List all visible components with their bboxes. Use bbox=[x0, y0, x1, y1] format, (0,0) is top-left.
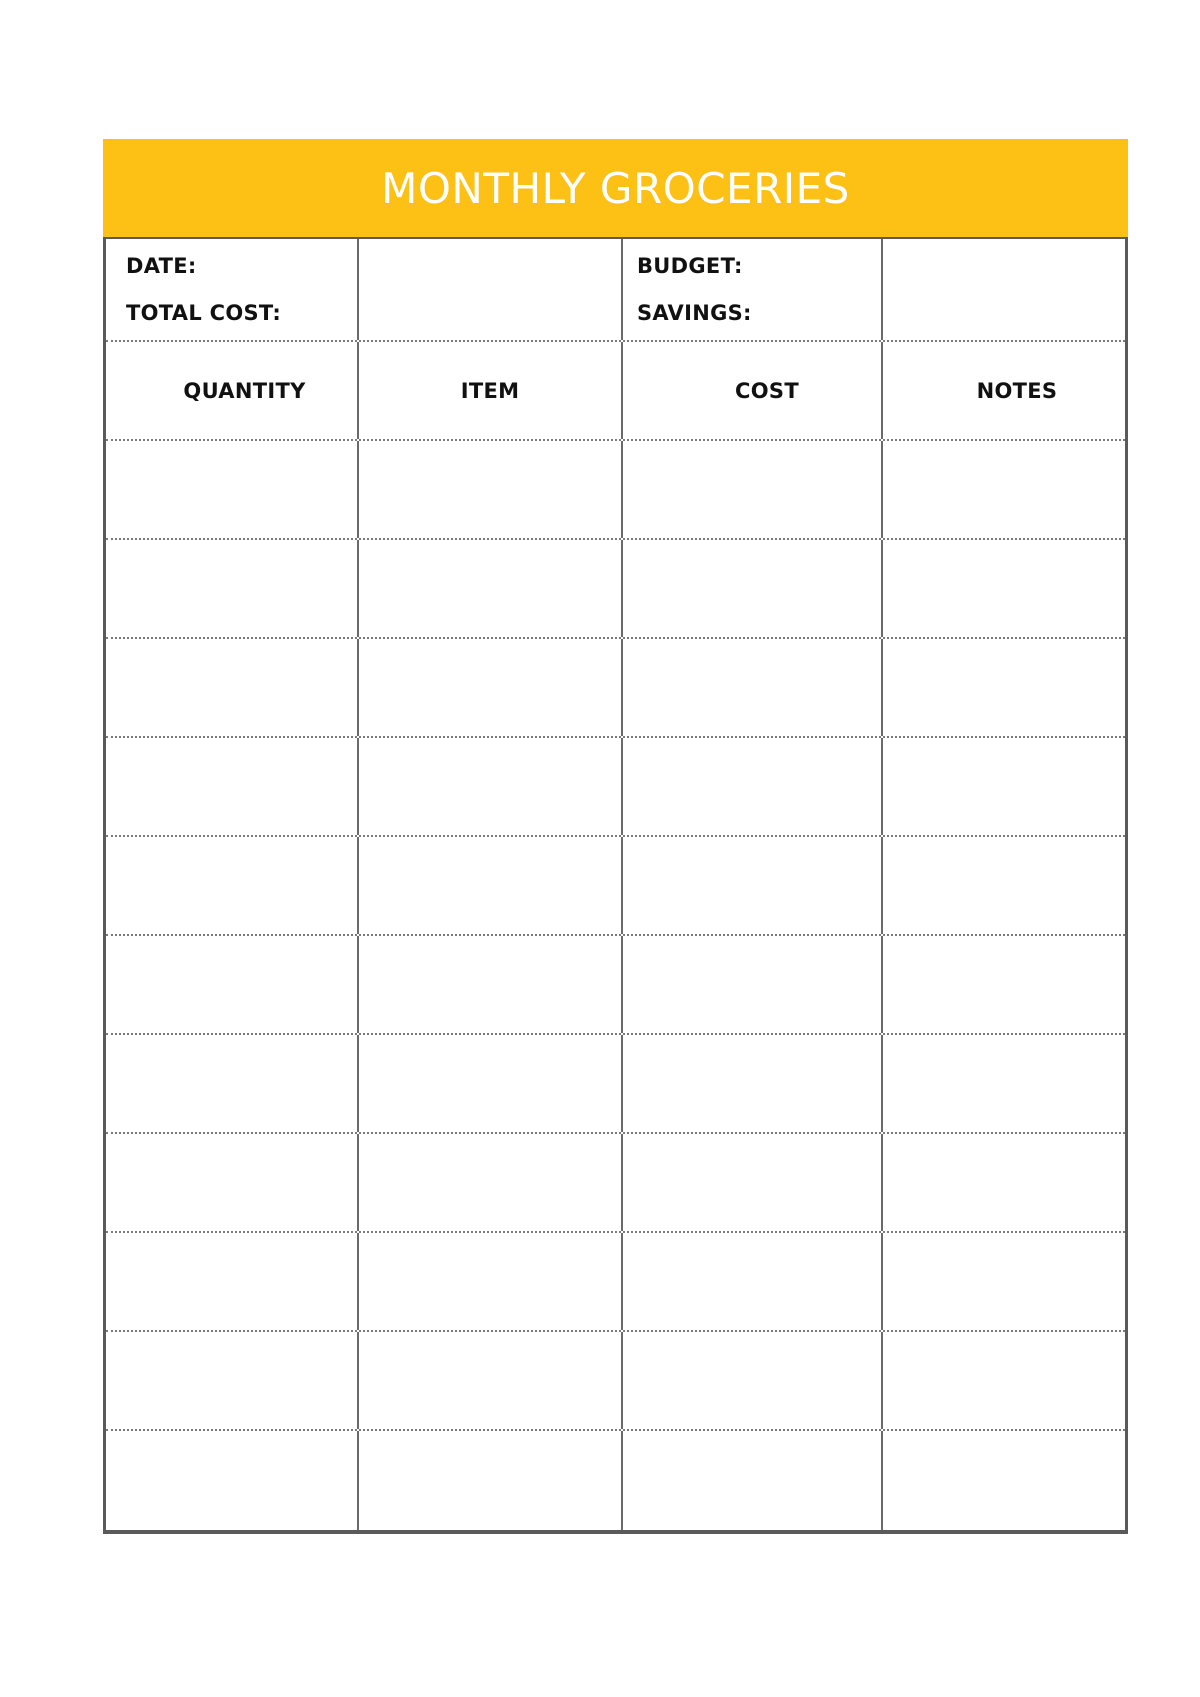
column-header-quantity: QUANTITY bbox=[106, 342, 359, 439]
table-row bbox=[106, 1233, 1125, 1332]
notes-cell[interactable] bbox=[883, 441, 1125, 538]
item-cell[interactable] bbox=[359, 1233, 623, 1330]
item-cell[interactable] bbox=[359, 1134, 623, 1231]
quantity-cell[interactable] bbox=[106, 1233, 359, 1330]
table-row bbox=[106, 1134, 1125, 1233]
item-cell[interactable] bbox=[359, 540, 623, 637]
table-row bbox=[106, 1431, 1125, 1530]
date-total-value-field[interactable] bbox=[359, 239, 623, 340]
item-cell[interactable] bbox=[359, 639, 623, 736]
notes-cell[interactable] bbox=[883, 837, 1125, 934]
table-row bbox=[106, 837, 1125, 936]
table-row bbox=[106, 540, 1125, 639]
quantity-cell[interactable] bbox=[106, 837, 359, 934]
cost-cell[interactable] bbox=[623, 1035, 883, 1132]
table-row bbox=[106, 1332, 1125, 1431]
cost-cell[interactable] bbox=[623, 936, 883, 1033]
cost-cell[interactable] bbox=[623, 441, 883, 538]
column-header-notes: NOTES bbox=[976, 378, 1058, 403]
cost-cell[interactable] bbox=[623, 1332, 883, 1429]
notes-cell[interactable] bbox=[883, 1332, 1125, 1429]
table-row bbox=[106, 441, 1125, 540]
quantity-cell[interactable] bbox=[106, 1035, 359, 1132]
total-cost-label: TOTAL COST: bbox=[126, 300, 282, 325]
cost-cell[interactable] bbox=[623, 738, 883, 835]
quantity-cell[interactable] bbox=[106, 639, 359, 736]
quantity-cell[interactable] bbox=[106, 936, 359, 1033]
quantity-cell[interactable] bbox=[106, 1431, 359, 1530]
savings-label: SAVINGS: bbox=[637, 300, 752, 325]
notes-cell[interactable] bbox=[883, 1035, 1125, 1132]
item-cell[interactable] bbox=[359, 1332, 623, 1429]
notes-cell[interactable] bbox=[883, 936, 1125, 1033]
cost-cell[interactable] bbox=[623, 837, 883, 934]
cost-cell[interactable] bbox=[623, 540, 883, 637]
item-cell[interactable] bbox=[359, 837, 623, 934]
notes-cell[interactable] bbox=[883, 639, 1125, 736]
table-row bbox=[106, 738, 1125, 837]
quantity-cell[interactable] bbox=[106, 1332, 359, 1429]
grocery-sheet bbox=[103, 139, 1128, 1534]
summary-labels-left bbox=[106, 239, 359, 340]
item-cell[interactable] bbox=[359, 936, 623, 1033]
notes-cell[interactable] bbox=[883, 1134, 1125, 1231]
table-body bbox=[106, 441, 1125, 1530]
grocery-table bbox=[103, 237, 1128, 1534]
column-header-cost: COST bbox=[623, 342, 883, 439]
column-header-item: ITEM bbox=[359, 342, 623, 439]
cost-cell[interactable] bbox=[623, 1233, 883, 1330]
table-row bbox=[106, 936, 1125, 1035]
date-label: DATE: bbox=[126, 254, 197, 279]
notes-cell[interactable] bbox=[883, 540, 1125, 637]
cost-cell[interactable] bbox=[623, 1431, 883, 1530]
table-header-row bbox=[106, 342, 1125, 441]
table-row bbox=[106, 639, 1125, 738]
summary-row bbox=[106, 239, 1125, 342]
page-title: MONTHLY GROCERIES bbox=[381, 163, 850, 213]
notes-cell[interactable] bbox=[883, 1233, 1125, 1330]
quantity-cell[interactable] bbox=[106, 738, 359, 835]
item-cell[interactable] bbox=[359, 1431, 623, 1530]
title-banner bbox=[103, 139, 1128, 237]
table-row bbox=[106, 1035, 1125, 1134]
item-cell[interactable] bbox=[359, 738, 623, 835]
budget-label: BUDGET: bbox=[637, 254, 743, 279]
item-cell[interactable] bbox=[359, 1035, 623, 1132]
item-cell[interactable] bbox=[359, 441, 623, 538]
cost-cell[interactable] bbox=[623, 639, 883, 736]
budget-savings-value-field[interactable] bbox=[883, 239, 1125, 340]
quantity-cell[interactable] bbox=[106, 540, 359, 637]
cost-cell[interactable] bbox=[623, 1134, 883, 1231]
quantity-cell[interactable] bbox=[106, 1134, 359, 1231]
notes-cell[interactable] bbox=[883, 738, 1125, 835]
notes-cell[interactable] bbox=[883, 1431, 1125, 1530]
summary-labels-right bbox=[623, 239, 883, 340]
quantity-cell[interactable] bbox=[106, 441, 359, 538]
